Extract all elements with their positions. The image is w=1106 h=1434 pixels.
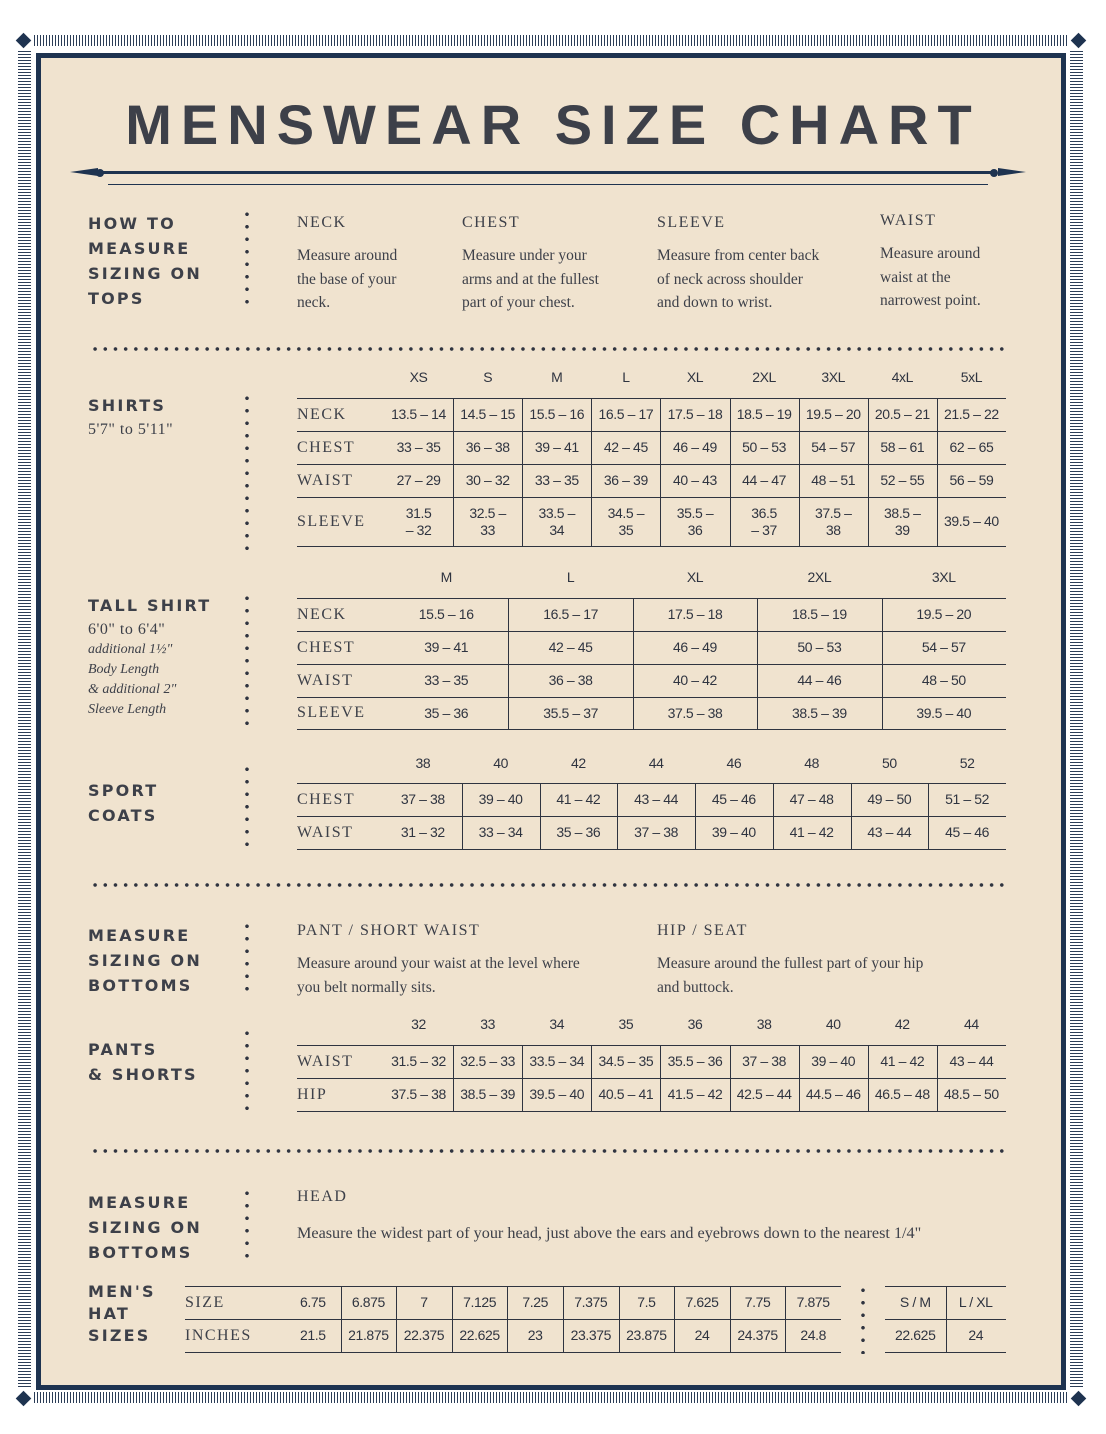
table-cell: 38.5 – 39 bbox=[460, 1086, 516, 1102]
table-cell: 7.25 bbox=[522, 1294, 549, 1310]
table-cell: 52 – 55 bbox=[880, 472, 925, 488]
table-cell: 20.5 – 21 bbox=[874, 406, 930, 422]
table-cell: 33 – 35 bbox=[534, 472, 579, 488]
sport-coats-dotted-divider bbox=[245, 763, 249, 855]
table-cell: 23.875 bbox=[626, 1327, 667, 1343]
table-cell bbox=[591, 497, 660, 546]
column-header-36: 36 bbox=[687, 1016, 703, 1032]
column-header-40: 40 bbox=[825, 1016, 841, 1032]
table-cell: 36 – 38 bbox=[548, 672, 593, 688]
page-title: MENSWEAR SIZE CHART bbox=[125, 93, 981, 156]
head-dotted-divider bbox=[245, 1187, 249, 1265]
column-header-4xl: 4xL bbox=[891, 369, 913, 385]
table-cell: 41.5 – 42 bbox=[667, 1086, 723, 1102]
column-header-34: 34 bbox=[549, 1016, 565, 1032]
section-divider-1 bbox=[90, 347, 1008, 351]
table-cell: 33.5 – 34 bbox=[529, 1053, 585, 1069]
pants-size-table bbox=[297, 1013, 1006, 1112]
table-cell: 23.375 bbox=[570, 1327, 611, 1343]
section-divider-2 bbox=[90, 883, 1008, 887]
table-cell: 41 – 42 bbox=[880, 1053, 925, 1069]
table-cell: 33 – 35 bbox=[396, 439, 441, 455]
tops-waist-heading: WAIST bbox=[880, 212, 937, 229]
column-separator bbox=[695, 783, 696, 849]
column-separator bbox=[799, 398, 800, 546]
column-separator bbox=[563, 1286, 564, 1352]
column-header-5xl: 5xL bbox=[960, 369, 983, 385]
column-separator bbox=[591, 1045, 592, 1111]
column-separator bbox=[396, 1286, 397, 1352]
column-header-35: 35 bbox=[618, 1016, 634, 1032]
frame-stripe-bottom bbox=[34, 1392, 1068, 1403]
table-cell: 37 – 38 bbox=[400, 791, 445, 807]
column-separator bbox=[868, 398, 869, 546]
table-cell: 38.5 – 39 bbox=[791, 704, 847, 721]
shirts-dotted-divider bbox=[245, 392, 249, 550]
table-cell: 51 – 52 bbox=[945, 791, 990, 807]
table-row-inches bbox=[185, 1319, 1006, 1352]
table-cell: 24.8 bbox=[800, 1327, 827, 1343]
row-label: SLEEVE bbox=[297, 704, 366, 721]
row-label: CHEST bbox=[297, 439, 356, 456]
row-label: CHEST bbox=[297, 639, 356, 656]
head-section-label: MEASURE SIZING ON BOTTOMS bbox=[88, 1193, 202, 1262]
corner-diamond-tr bbox=[1071, 33, 1087, 49]
table-cell: 7.625 bbox=[685, 1294, 719, 1310]
table-cell: 35.5 – 36 bbox=[667, 1053, 723, 1069]
table-cell: 16.5 – 17 bbox=[543, 606, 598, 622]
table-cell: 41 – 42 bbox=[556, 791, 601, 807]
column-header-xl: XL bbox=[686, 369, 704, 385]
table-cell: 46 – 49 bbox=[673, 639, 717, 655]
table-cell: 16.5 – 17 bbox=[598, 406, 654, 422]
table-cell: 31 – 32 bbox=[400, 824, 445, 840]
table-cell: 27 – 29 bbox=[396, 472, 441, 488]
table-cell: 44 – 47 bbox=[742, 472, 787, 488]
table-cell: 39 – 40 bbox=[478, 791, 523, 807]
tall-shirt-label: TALL SHIRT bbox=[88, 596, 212, 615]
table-cell: 50 – 53 bbox=[742, 439, 787, 455]
table-cell bbox=[868, 497, 937, 546]
table-cell: 13.5 – 14 bbox=[391, 406, 446, 422]
table-cell: 44 – 46 bbox=[797, 672, 842, 688]
table-row-chest bbox=[297, 783, 1006, 816]
shirts-height-range: 5'7" to 5'11" bbox=[88, 421, 174, 438]
table-cell: 40 – 43 bbox=[673, 472, 717, 488]
table-rule bbox=[185, 1352, 841, 1353]
table-cell: 46 – 49 bbox=[673, 439, 717, 455]
table-cell bbox=[660, 497, 729, 546]
tops-chest-text: Measure under your arms and at the fullest part of your chest. bbox=[462, 247, 599, 311]
table-cell: 36 – 39 bbox=[603, 472, 648, 488]
row-label: SLEEVE bbox=[297, 513, 366, 530]
rule-arrow-right-icon bbox=[998, 168, 1026, 176]
column-separator bbox=[633, 598, 634, 729]
hat-table-dotted-divider bbox=[861, 1284, 865, 1354]
table-cell: 23 bbox=[527, 1327, 543, 1343]
bottoms-dotted-divider bbox=[245, 920, 249, 998]
table-cell: 39 – 41 bbox=[424, 639, 469, 655]
section-divider-3 bbox=[90, 1149, 1008, 1153]
column-header-3xl: 3XL bbox=[931, 569, 956, 585]
tops-neck-heading: NECK bbox=[297, 214, 347, 231]
table-cell: 56 – 59 bbox=[949, 472, 994, 488]
table-cell: 18.5 – 19 bbox=[791, 606, 847, 622]
table-cell: 6.75 bbox=[299, 1294, 326, 1310]
tall-shirt-notes: additional 1½" Body Length & additional 2" Sleeve Length bbox=[88, 642, 177, 717]
row-label: INCHES bbox=[185, 1327, 252, 1344]
tops-waist-text: Measure around waist at the narrowest point. bbox=[880, 245, 981, 309]
row-label: WAIST bbox=[297, 472, 354, 489]
column-separator bbox=[462, 783, 463, 849]
column-separator bbox=[946, 1286, 947, 1352]
column-separator bbox=[773, 783, 774, 849]
column-separator bbox=[619, 1286, 620, 1352]
column-separator bbox=[660, 1045, 661, 1111]
column-separator bbox=[453, 398, 454, 546]
table-cell: 42 – 45 bbox=[548, 639, 593, 655]
table-cell: 21.5 – 22 bbox=[944, 406, 999, 422]
table-cell: 22.625 bbox=[895, 1327, 936, 1343]
table-cell: 7.125 bbox=[463, 1294, 497, 1310]
table-cell: 33 – 34 bbox=[478, 824, 523, 840]
table-cell: 46.5 – 48 bbox=[874, 1086, 930, 1102]
hat-sizes-label: MEN'S HAT SIZES bbox=[88, 1282, 156, 1345]
table-rule bbox=[297, 546, 1006, 547]
table-cell bbox=[799, 497, 868, 546]
table-cell: 19.5 – 20 bbox=[916, 606, 972, 622]
table-cell: 15.5 – 16 bbox=[529, 406, 585, 422]
table-cell: 30 – 32 bbox=[465, 472, 510, 488]
table-cell: 45 – 46 bbox=[945, 824, 990, 840]
table-cell: 7.75 bbox=[744, 1294, 771, 1310]
tops-dotted-divider bbox=[245, 208, 249, 308]
table-cell: 34.5 – 35 bbox=[598, 1053, 654, 1069]
table-cell: 35 – 36 bbox=[424, 704, 469, 721]
table-cell: 42.5 – 44 bbox=[736, 1086, 792, 1102]
table-cell: 7.875 bbox=[796, 1294, 830, 1310]
table-row-size bbox=[185, 1286, 1006, 1319]
cell-line: – 37 bbox=[751, 521, 777, 538]
table-cell: 21.5 bbox=[299, 1327, 326, 1343]
column-separator bbox=[730, 1286, 731, 1352]
table-cell: 45 – 46 bbox=[711, 791, 756, 807]
table-cell: 62 – 65 bbox=[949, 439, 994, 455]
frame-stripe-right bbox=[1070, 51, 1083, 1387]
table-row-waist bbox=[297, 664, 1006, 697]
tall-shirt-size-table bbox=[297, 566, 1006, 731]
table-cell: 36 – 38 bbox=[465, 439, 510, 455]
table-cell: 24 bbox=[694, 1327, 710, 1343]
column-separator bbox=[507, 1286, 508, 1352]
table-cell bbox=[384, 497, 453, 546]
table-cell bbox=[453, 497, 522, 546]
column-separator bbox=[617, 783, 618, 849]
column-separator bbox=[591, 398, 592, 546]
tall-shirt-dotted-divider bbox=[245, 592, 249, 732]
cell-line: 38 bbox=[825, 521, 841, 538]
cell-line: 35 bbox=[618, 521, 634, 538]
column-separator bbox=[937, 398, 938, 546]
sport-coats-size-table bbox=[297, 752, 1006, 850]
row-label: WAIST bbox=[297, 1053, 354, 1070]
column-header-xs: XS bbox=[409, 369, 428, 385]
table-cell: 17.5 – 18 bbox=[667, 406, 723, 422]
table-cell: 21.875 bbox=[348, 1327, 389, 1343]
column-header-l: L bbox=[566, 569, 575, 585]
table-cell: 24.375 bbox=[737, 1327, 778, 1343]
shirts-size-table bbox=[297, 366, 1006, 546]
table-cell: 7.5 bbox=[637, 1294, 656, 1310]
table-cell: 40 – 42 bbox=[673, 672, 717, 688]
column-separator bbox=[937, 1045, 938, 1111]
table-rule bbox=[297, 849, 1006, 850]
column-header-48: 48 bbox=[804, 755, 820, 771]
table-cell: 19.5 – 20 bbox=[805, 406, 861, 422]
column-separator bbox=[508, 598, 509, 729]
table-cell: 41 – 42 bbox=[789, 824, 834, 840]
table-cell: 54 – 57 bbox=[811, 439, 856, 455]
tops-sleeve-text: Measure from center back of neck across shoulder and down to wrist. bbox=[657, 247, 820, 311]
table-cell bbox=[522, 497, 591, 546]
cell-line: 38.5 – bbox=[884, 504, 921, 521]
column-header-38: 38 bbox=[756, 1016, 772, 1032]
column-header-40: 40 bbox=[493, 755, 509, 771]
bottoms-section-label: MEASURE SIZING ON BOTTOMS bbox=[88, 926, 202, 995]
title-rule-thin bbox=[108, 184, 988, 185]
cell-line: 32.5 – bbox=[469, 504, 506, 521]
table-row-sleeve bbox=[297, 497, 1006, 546]
table-cell: 39.5 – 40 bbox=[529, 1086, 585, 1102]
table-cell: 14.5 – 15 bbox=[460, 406, 516, 422]
column-header-52: 52 bbox=[959, 755, 975, 771]
table-cell: 22.375 bbox=[403, 1327, 445, 1343]
cell-line: 33.5 – bbox=[538, 504, 576, 521]
table-cell: 49 – 50 bbox=[867, 791, 912, 807]
column-separator bbox=[522, 1045, 523, 1111]
column-header-42: 42 bbox=[570, 755, 586, 771]
table-cell: 35.5 – 37 bbox=[543, 704, 598, 721]
column-separator bbox=[799, 1045, 800, 1111]
cell-line: 34.5 – bbox=[607, 504, 645, 521]
column-header-m: M bbox=[551, 369, 563, 385]
column-header-m: M bbox=[440, 569, 452, 585]
table-cell: 48 – 51 bbox=[811, 472, 856, 488]
cell-line: 39 bbox=[894, 521, 910, 538]
sport-coats-label: SPORT COATS bbox=[88, 781, 159, 825]
table-cell: 7.375 bbox=[574, 1294, 608, 1310]
row-label: CHEST bbox=[297, 791, 356, 808]
row-label: WAIST bbox=[297, 672, 354, 689]
table-cell: 44.5 – 46 bbox=[805, 1086, 861, 1102]
table-cell: 48.5 – 50 bbox=[944, 1086, 999, 1102]
row-label: NECK bbox=[297, 606, 347, 623]
column-header-44: 44 bbox=[964, 1016, 979, 1032]
column-separator bbox=[928, 783, 929, 849]
column-separator bbox=[882, 598, 883, 729]
table-cell: 37.5 – 38 bbox=[391, 1086, 446, 1102]
cell-line: – 32 bbox=[405, 521, 432, 538]
row-label: NECK bbox=[297, 406, 347, 423]
table-cell: 37.5 – 38 bbox=[667, 704, 723, 721]
column-header-38: 38 bbox=[415, 755, 431, 771]
head-text: Measure the widest part of your head, just above the ears and eyebrows down to the nearest 1/4" bbox=[297, 1224, 922, 1242]
corner-diamond-bl bbox=[16, 1391, 32, 1407]
table-row-chest bbox=[297, 431, 1006, 464]
column-header-2xl: 2XL bbox=[807, 569, 832, 585]
table-cell: 31.5 – 32 bbox=[391, 1053, 446, 1069]
frame-stripe-left bbox=[18, 51, 31, 1387]
table-cell: 15.5 – 16 bbox=[418, 606, 474, 622]
table-cell: 22.625 bbox=[459, 1327, 500, 1343]
tops-neck-text: Measure around the base of your neck. bbox=[297, 247, 398, 311]
column-header-s: S bbox=[483, 369, 493, 385]
pants-dotted-divider bbox=[245, 1027, 249, 1119]
column-separator bbox=[730, 1045, 731, 1111]
column-separator bbox=[453, 1045, 454, 1111]
table-rule bbox=[297, 1111, 1006, 1112]
column-header-50: 50 bbox=[881, 755, 897, 771]
table-cell: L / XL bbox=[958, 1294, 993, 1310]
table-row-sleeve bbox=[297, 697, 1006, 729]
rule-dot-right bbox=[990, 169, 998, 177]
table-row-waist bbox=[297, 464, 1006, 497]
cell-line: 31.5 bbox=[405, 504, 432, 521]
table-row-neck bbox=[297, 398, 1006, 431]
tops-chest-heading: CHEST bbox=[462, 214, 521, 231]
cell-line: 37.5 – bbox=[814, 504, 852, 521]
table-cell bbox=[937, 497, 1006, 546]
table-cell: 50 – 53 bbox=[797, 639, 842, 655]
row-label: HIP bbox=[297, 1086, 328, 1103]
column-header-3xl: 3XL bbox=[821, 369, 846, 385]
bottoms-waist-text: Measure around your waist at the level where you belt normally sits. bbox=[297, 955, 580, 996]
table-cell: 37 – 38 bbox=[742, 1053, 787, 1069]
column-header-xl: XL bbox=[686, 569, 704, 585]
column-header-33: 33 bbox=[480, 1016, 496, 1032]
column-separator bbox=[785, 1286, 786, 1352]
table-cell: 35 – 36 bbox=[556, 824, 601, 840]
title-rule bbox=[100, 171, 995, 174]
table-cell: 33 – 35 bbox=[424, 672, 469, 688]
column-separator bbox=[522, 398, 523, 546]
column-separator bbox=[757, 598, 758, 729]
column-header-42: 42 bbox=[894, 1016, 910, 1032]
cell-line: 36.5 bbox=[751, 504, 777, 521]
table-cell: 54 – 57 bbox=[921, 639, 966, 655]
table-cell: 39 – 40 bbox=[811, 1053, 856, 1069]
bottoms-hip-heading: HIP / SEAT bbox=[657, 922, 748, 939]
table-cell: 32.5 – 33 bbox=[460, 1053, 516, 1069]
table-cell: 18.5 – 19 bbox=[736, 406, 792, 422]
table-cell: 39 – 40 bbox=[711, 824, 756, 840]
table-row-chest bbox=[297, 631, 1006, 664]
column-separator bbox=[540, 783, 541, 849]
cell-line: 36 bbox=[687, 521, 703, 538]
bottoms-hip-text: Measure around the fullest part of your hip and buttock. bbox=[657, 955, 924, 996]
tall-shirt-height-range: 6'0" to 6'4" bbox=[88, 621, 166, 638]
column-separator bbox=[868, 1045, 869, 1111]
table-cell: 43 – 44 bbox=[634, 791, 679, 807]
table-cell: 24 bbox=[968, 1327, 984, 1343]
table-rule bbox=[297, 729, 1006, 730]
column-separator bbox=[452, 1286, 453, 1352]
column-separator bbox=[341, 1286, 342, 1352]
table-cell: 43 – 44 bbox=[867, 824, 912, 840]
corner-diamond-br bbox=[1071, 1391, 1087, 1407]
cell-line: 33 bbox=[480, 521, 496, 538]
cell-line: 34 bbox=[549, 521, 565, 538]
table-row-waist bbox=[297, 816, 1006, 849]
tops-sleeve-heading: SLEEVE bbox=[657, 214, 726, 231]
table-cell: 37 – 38 bbox=[634, 824, 679, 840]
pants-shorts-label: PANTS & SHORTS bbox=[88, 1040, 198, 1084]
table-cell: 17.5 – 18 bbox=[667, 606, 723, 622]
table-cell: 42 – 45 bbox=[603, 439, 648, 455]
frame-stripe-top bbox=[34, 35, 1068, 46]
table-cell: 48 – 50 bbox=[921, 672, 966, 688]
table-cell: S / M bbox=[899, 1294, 931, 1310]
rule-arrow-left-icon bbox=[70, 168, 98, 176]
table-rule bbox=[885, 1352, 1006, 1353]
row-label: WAIST bbox=[297, 824, 354, 841]
column-separator bbox=[674, 1286, 675, 1352]
column-separator bbox=[730, 398, 731, 546]
hat-size-table bbox=[185, 1286, 1006, 1354]
table-cell: 7 bbox=[420, 1294, 428, 1310]
table-cell: 58 – 61 bbox=[880, 439, 925, 455]
table-cell: 39.5 – 40 bbox=[916, 704, 972, 721]
table-cell: 6.875 bbox=[351, 1294, 385, 1310]
cell-line: 35.5 – bbox=[676, 504, 714, 521]
column-header-l: L bbox=[622, 369, 630, 385]
row-label: SIZE bbox=[185, 1294, 225, 1311]
table-cell bbox=[730, 497, 799, 546]
table-row-hip bbox=[297, 1078, 1006, 1111]
corner-diamond-tl bbox=[16, 33, 32, 49]
table-row-waist bbox=[297, 1045, 1006, 1078]
table-cell: 40.5 – 41 bbox=[598, 1086, 654, 1102]
table-cell: 43 – 44 bbox=[949, 1053, 994, 1069]
column-header-2xl: 2XL bbox=[752, 369, 776, 385]
table-row-neck bbox=[297, 598, 1006, 631]
bottoms-waist-heading: PANT / SHORT WAIST bbox=[297, 922, 481, 939]
column-header-46: 46 bbox=[726, 755, 742, 771]
column-header-44: 44 bbox=[648, 755, 664, 771]
column-header-32: 32 bbox=[411, 1016, 426, 1032]
column-separator bbox=[660, 398, 661, 546]
tops-section-label: HOW TO MEASURE SIZING ON TOPS bbox=[88, 214, 202, 308]
head-heading: HEAD bbox=[297, 1188, 348, 1205]
column-separator bbox=[851, 783, 852, 849]
shirts-label: SHIRTS bbox=[88, 396, 167, 415]
table-cell: 47 – 48 bbox=[789, 791, 834, 807]
table-cell: 39 – 41 bbox=[534, 439, 579, 455]
cell-line: 39.5 – 40 bbox=[944, 513, 999, 529]
